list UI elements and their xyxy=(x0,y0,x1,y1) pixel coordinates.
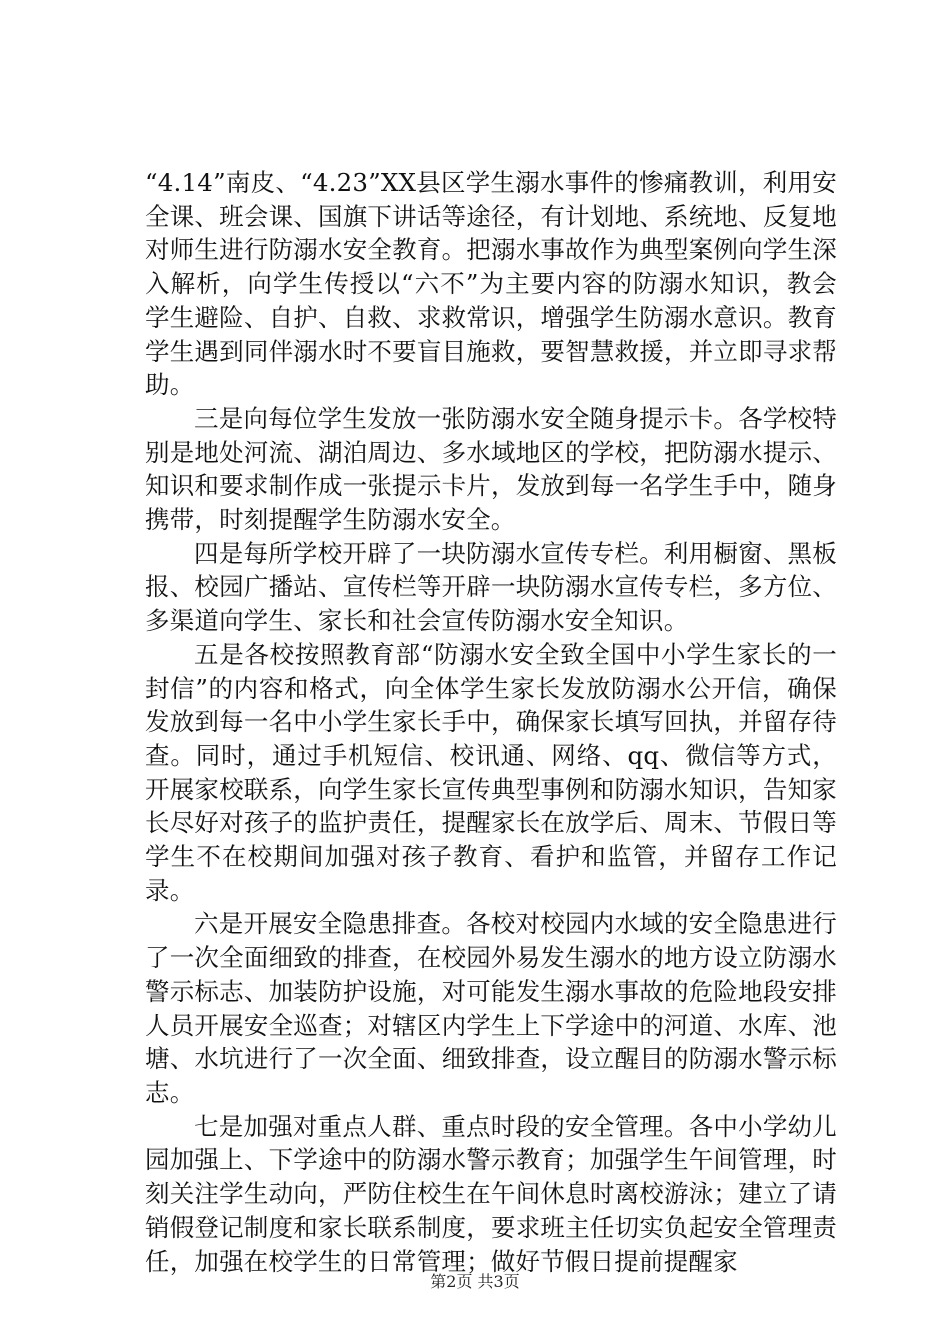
paragraph-item-3: 三是向每位学生发放一张防溺水安全随身提示卡。各学校特别是地处河流、湖泊周边、多水域地区的学校，把防溺水提示、知识和要求制作成一张提示卡片，发放到每一名学生手中，随身携带，时刻提醒学生防溺水安全。 xyxy=(145,403,837,535)
paragraph-item-7: 七是加强对重点人群、重点时段的安全管理。各中小学幼儿园加强上、下学途中的防溺水警示教育；加强学生午间管理，时刻关注学生动向，严防住校生在午间休息时离校游泳；建立了请销假登记制度和家长联系制度，要求班主任切实负起安全管理责任，加强在校学生的日常管理；做好节假日提前提醒家 xyxy=(145,1111,837,1276)
paragraph-item-4: 四是每所学校开辟了一块防溺水宣传专栏。利用橱窗、黑板报、校园广播站、宣传栏等开辟一块防溺水宣传专栏，多方位、多渠道向学生、家长和社会宣传防溺水安全知识。 xyxy=(145,538,837,636)
paragraph-item-5: 五是各校按照教育部“防溺水安全致全国中小学生家长的一封信”的内容和格式，向全体学生家长发放防溺水公开信，确保发放到每一名中小学生家长手中，确保家长填写回执，并留存待查。同时，通过手机短信、校讯通、网络、qq、微信等方式，开展家校联系，向学生家长宣传典型事例和防溺水知识，告知家长尽好对孩子的监护责任，提醒家长在放学后、周末、节假日等学生不在校期间加强对孩子教育、看护和监管，并留存工作记录。 xyxy=(145,639,837,905)
document-body xyxy=(145,166,837,1278)
paragraph-continuation: “4.14”南皮、“4.23”XX县区学生溺水事件的惨痛教训，利用安全课、班会课、国旗下讲话等途径，有计划地、系统地、反复地对师生进行防溺水安全教育。把溺水事故作为典型案例向学生深入解析，向学生传授以“六不”为主要内容的防溺水知识，教会学生避险、自护、自救、求救常识，增强学生防溺水意识。教育学生遇到同伴溺水时不要盲目施救，要智慧救援，并立即寻求帮助。 xyxy=(145,168,837,400)
paragraph-item-6: 六是开展安全隐患排查。各校对校园内水域的安全隐患进行了一次全面细致的排查，在校园外易发生溺水的地方设立防溺水警示标志、加装防护设施，对可能发生溺水事故的危险地段安排人员开展安全巡查；对辖区内学生上下学途中的河道、水库、池塘、水坑进行了一次全面、细致排查，设立醒目的防溺水警示标志。 xyxy=(145,909,837,1107)
page-footer: 第2页 共3页 xyxy=(430,1272,520,1291)
